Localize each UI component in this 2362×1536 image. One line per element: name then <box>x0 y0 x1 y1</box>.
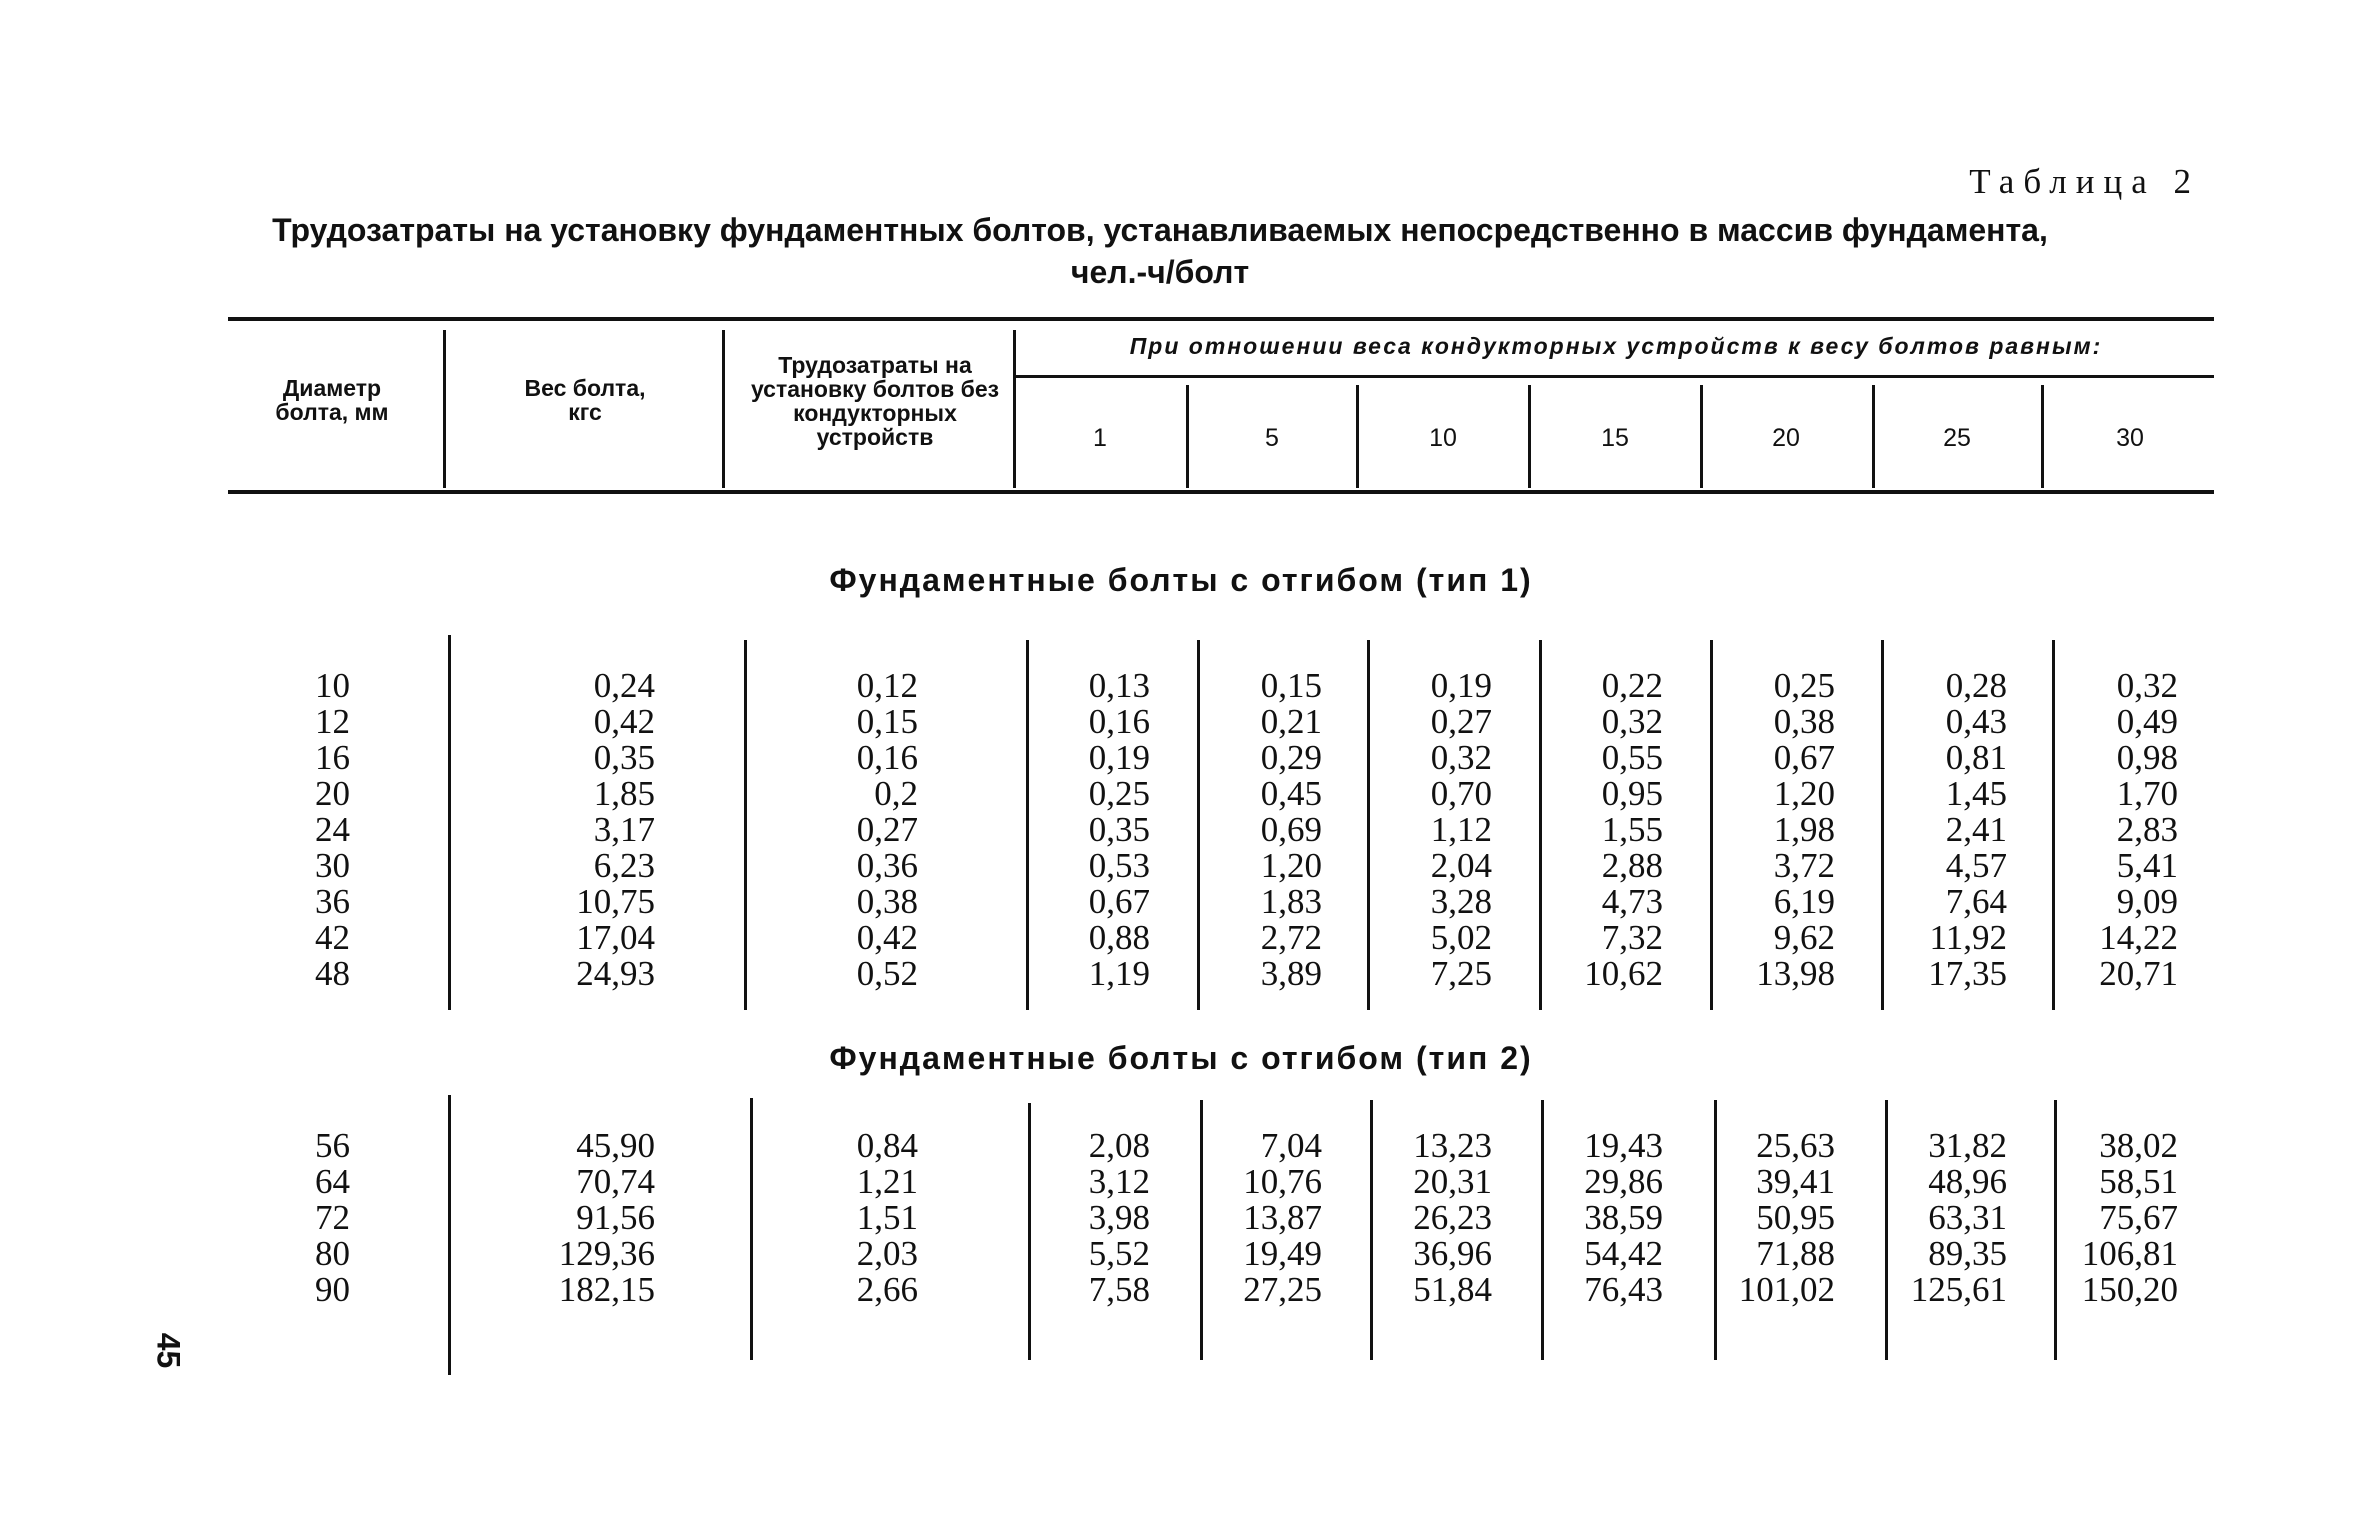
column-separator <box>744 640 747 1010</box>
cell-weight: 182,15 <box>558 1270 655 1309</box>
cell-ratio-30: 75,67 <box>2099 1198 2178 1237</box>
ratio-label: 1 <box>1093 424 1107 452</box>
cell-ratio-30: 58,51 <box>2099 1162 2178 1201</box>
cell-ratio-10: 51,84 <box>1413 1270 1492 1309</box>
cell-ratio-15: 38,59 <box>1584 1198 1663 1237</box>
cell-ratio-10: 1,12 <box>1430 810 1492 849</box>
section-title-type2: Фундаментные болты с отгибом (тип 2) <box>829 1040 1533 1076</box>
header-separator <box>722 330 725 488</box>
cell-labor-no-jig: 0,36 <box>856 846 918 885</box>
cell-labor-no-jig: 0,16 <box>856 738 918 777</box>
header-bottom-rule <box>228 490 2214 494</box>
column-separator <box>448 1095 451 1375</box>
ratio-label: 20 <box>1772 424 1800 452</box>
cell-ratio-15: 7,32 <box>1601 918 1663 957</box>
cell-ratio-30: 20,71 <box>2099 954 2178 993</box>
cell-ratio-10: 26,23 <box>1413 1198 1492 1237</box>
cell-diameter: 20 <box>315 774 350 813</box>
cell-ratio-30: 106,81 <box>2081 1234 2178 1273</box>
cell-ratio-10: 36,96 <box>1413 1234 1492 1273</box>
cell-ratio-30: 9,09 <box>2116 882 2178 921</box>
header-separator <box>1872 385 1875 488</box>
cell-ratio-15: 2,88 <box>1601 846 1663 885</box>
cell-ratio-1: 0,13 <box>1088 666 1150 705</box>
cell-ratio-30: 0,49 <box>2116 702 2178 741</box>
cell-ratio-1: 0,16 <box>1088 702 1150 741</box>
cell-ratio-5: 19,49 <box>1243 1234 1322 1273</box>
cell-diameter: 80 <box>315 1234 350 1273</box>
cell-ratio-20: 13,98 <box>1756 954 1835 993</box>
header-separator <box>1013 330 1016 488</box>
ratio-subheader-rule <box>1014 375 2214 378</box>
cell-labor-no-jig: 0,2 <box>874 774 918 813</box>
cell-ratio-5: 1,83 <box>1260 882 1322 921</box>
cell-diameter: 56 <box>315 1126 350 1165</box>
ratio-label: 30 <box>2116 424 2144 452</box>
cell-ratio-25: 7,64 <box>1945 882 2007 921</box>
cell-ratio-25: 0,28 <box>1945 666 2007 705</box>
cell-labor-no-jig: 0,12 <box>856 666 918 705</box>
cell-labor-no-jig: 2,66 <box>856 1270 918 1309</box>
cell-diameter: 90 <box>315 1270 350 1309</box>
cell-ratio-25: 31,82 <box>1928 1126 2007 1165</box>
cell-ratio-1: 1,19 <box>1088 954 1150 993</box>
cell-ratio-15: 1,55 <box>1601 810 1663 849</box>
table-caption: Трудозатраты на установку фундаментных болтов, устанавливаемых непосредственно в массив фундамента, <box>272 212 2048 248</box>
section-title-type1: Фундаментные болты с отгибом (тип 1) <box>829 562 1533 598</box>
cell-ratio-5: 27,25 <box>1243 1270 1322 1309</box>
cell-ratio-25: 2,41 <box>1945 810 2007 849</box>
cell-ratio-5: 0,29 <box>1260 738 1322 777</box>
header-ratio-title: При отношении веса кондукторных устройств к весу болтов равным: <box>1129 333 2103 359</box>
ratio-label: 25 <box>1943 424 1971 452</box>
cell-weight: 1,85 <box>593 774 655 813</box>
cell-ratio-20: 3,72 <box>1773 846 1835 885</box>
cell-diameter: 48 <box>315 954 350 993</box>
cell-diameter: 24 <box>315 810 350 849</box>
cell-ratio-25: 11,92 <box>1929 918 2007 957</box>
cell-ratio-25: 17,35 <box>1928 954 2007 993</box>
cell-ratio-25: 63,31 <box>1928 1198 2007 1237</box>
cell-weight: 0,42 <box>593 702 655 741</box>
cell-ratio-15: 0,55 <box>1601 738 1663 777</box>
cell-ratio-5: 0,21 <box>1260 702 1322 741</box>
cell-ratio-15: 19,43 <box>1584 1126 1663 1165</box>
cell-ratio-1: 3,12 <box>1088 1162 1150 1201</box>
cell-ratio-10: 13,23 <box>1413 1126 1492 1165</box>
cell-ratio-20: 101,02 <box>1738 1270 1835 1309</box>
cell-ratio-25: 48,96 <box>1928 1162 2007 1201</box>
cell-ratio-1: 0,35 <box>1088 810 1150 849</box>
cell-ratio-15: 0,95 <box>1601 774 1663 813</box>
cell-weight: 91,56 <box>576 1198 655 1237</box>
cell-ratio-1: 5,52 <box>1088 1234 1150 1273</box>
cell-ratio-10: 0,27 <box>1430 702 1492 741</box>
cell-ratio-25: 89,35 <box>1928 1234 2007 1273</box>
cell-ratio-1: 0,67 <box>1088 882 1150 921</box>
cell-ratio-1: 0,53 <box>1088 846 1150 885</box>
cell-ratio-1: 2,08 <box>1088 1126 1150 1165</box>
cell-ratio-15: 0,22 <box>1601 666 1663 705</box>
ratio-label: 15 <box>1601 424 1629 452</box>
cell-weight: 6,23 <box>593 846 655 885</box>
header-separator <box>1356 385 1359 488</box>
cell-labor-no-jig: 0,15 <box>856 702 918 741</box>
cell-ratio-30: 0,32 <box>2116 666 2178 705</box>
cell-ratio-10: 2,04 <box>1430 846 1492 885</box>
header-separator <box>1700 385 1703 488</box>
cell-labor-no-jig: 0,84 <box>856 1126 918 1165</box>
cell-weight: 24,93 <box>576 954 655 993</box>
header-top-rule <box>228 317 2214 321</box>
cell-ratio-25: 125,61 <box>1910 1270 2007 1309</box>
cell-ratio-15: 10,62 <box>1584 954 1663 993</box>
cell-weight: 70,74 <box>576 1162 655 1201</box>
cell-ratio-20: 1,98 <box>1773 810 1835 849</box>
cell-ratio-20: 39,41 <box>1756 1162 1835 1201</box>
cell-weight: 10,75 <box>576 882 655 921</box>
cell-ratio-10: 0,70 <box>1430 774 1492 813</box>
cell-diameter: 12 <box>315 702 350 741</box>
column-separator <box>448 635 451 1010</box>
cell-ratio-1: 3,98 <box>1088 1198 1150 1237</box>
cell-ratio-5: 10,76 <box>1243 1162 1322 1201</box>
cell-labor-no-jig: 0,38 <box>856 882 918 921</box>
cell-ratio-5: 13,87 <box>1243 1198 1322 1237</box>
cell-diameter: 36 <box>315 882 350 921</box>
header-separator <box>2041 385 2044 488</box>
cell-labor-no-jig: 0,52 <box>856 954 918 993</box>
cell-ratio-15: 76,43 <box>1584 1270 1663 1309</box>
page-number: 45 <box>150 1332 187 1369</box>
cell-ratio-25: 1,45 <box>1945 774 2007 813</box>
cell-diameter: 72 <box>315 1198 350 1237</box>
cell-weight: 45,90 <box>576 1126 655 1165</box>
header-weight: Вес болта, кгс <box>524 375 646 425</box>
ratio-label: 5 <box>1265 424 1279 452</box>
cell-ratio-25: 0,43 <box>1945 702 2007 741</box>
ratio-label: 10 <box>1429 424 1457 452</box>
header-diameter: Диаметр болта, мм <box>275 375 389 425</box>
cell-diameter: 30 <box>315 846 350 885</box>
cell-labor-no-jig: 0,42 <box>856 918 918 957</box>
cell-ratio-1: 0,19 <box>1088 738 1150 777</box>
cell-ratio-1: 7,58 <box>1088 1270 1150 1309</box>
cell-ratio-5: 0,15 <box>1260 666 1322 705</box>
table-caption-units: чел.-ч/болт <box>1070 254 1250 290</box>
table-number: Таблица 2 <box>1969 162 2200 201</box>
cell-ratio-20: 25,63 <box>1756 1126 1835 1165</box>
cell-ratio-30: 1,70 <box>2116 774 2178 813</box>
cell-ratio-20: 0,25 <box>1773 666 1835 705</box>
cell-weight: 0,35 <box>593 738 655 777</box>
cell-ratio-1: 0,25 <box>1088 774 1150 813</box>
cell-weight: 3,17 <box>593 810 655 849</box>
cell-ratio-1: 0,88 <box>1088 918 1150 957</box>
cell-ratio-10: 5,02 <box>1430 918 1492 957</box>
cell-ratio-20: 0,67 <box>1773 738 1835 777</box>
cell-weight: 129,36 <box>558 1234 655 1273</box>
cell-labor-no-jig: 0,27 <box>856 810 918 849</box>
column-separator <box>750 1098 753 1360</box>
cell-ratio-25: 0,81 <box>1945 738 2007 777</box>
header-separator <box>443 330 446 488</box>
cell-diameter: 16 <box>315 738 350 777</box>
cell-ratio-30: 5,41 <box>2116 846 2178 885</box>
cell-ratio-5: 7,04 <box>1260 1126 1322 1165</box>
cell-diameter: 42 <box>315 918 350 957</box>
cell-weight: 17,04 <box>576 918 655 957</box>
cell-ratio-25: 4,57 <box>1945 846 2007 885</box>
cell-ratio-30: 0,98 <box>2116 738 2178 777</box>
cell-ratio-10: 7,25 <box>1430 954 1492 993</box>
cell-ratio-20: 50,95 <box>1756 1198 1835 1237</box>
cell-ratio-5: 3,89 <box>1260 954 1322 993</box>
cell-ratio-10: 20,31 <box>1413 1162 1492 1201</box>
cell-ratio-5: 0,69 <box>1260 810 1322 849</box>
cell-diameter: 10 <box>315 666 350 705</box>
cell-ratio-10: 0,19 <box>1430 666 1492 705</box>
cell-ratio-20: 0,38 <box>1773 702 1835 741</box>
cell-ratio-30: 150,20 <box>2081 1270 2178 1309</box>
cell-weight: 0,24 <box>593 666 655 705</box>
cell-ratio-20: 71,88 <box>1756 1234 1835 1273</box>
cell-labor-no-jig: 1,21 <box>856 1162 918 1201</box>
cell-ratio-5: 2,72 <box>1260 918 1322 957</box>
cell-diameter: 64 <box>315 1162 350 1201</box>
cell-ratio-20: 9,62 <box>1773 918 1835 957</box>
cell-ratio-15: 0,32 <box>1601 702 1663 741</box>
cell-ratio-15: 29,86 <box>1584 1162 1663 1201</box>
cell-labor-no-jig: 2,03 <box>856 1234 918 1273</box>
cell-ratio-20: 1,20 <box>1773 774 1835 813</box>
cell-ratio-30: 38,02 <box>2099 1126 2178 1165</box>
cell-ratio-5: 0,45 <box>1260 774 1322 813</box>
cell-ratio-15: 4,73 <box>1601 882 1663 921</box>
header-separator <box>1528 385 1531 488</box>
cell-ratio-20: 6,19 <box>1773 882 1835 921</box>
header-separator <box>1186 385 1189 488</box>
cell-ratio-10: 0,32 <box>1430 738 1492 777</box>
header-labor-no-jig: Трудозатраты на установку болтов без кондукторных устройств <box>750 352 1000 450</box>
cell-labor-no-jig: 1,51 <box>856 1198 918 1237</box>
cell-ratio-30: 2,83 <box>2116 810 2178 849</box>
cell-ratio-15: 54,42 <box>1584 1234 1663 1273</box>
cell-ratio-30: 14,22 <box>2099 918 2178 957</box>
cell-ratio-5: 1,20 <box>1260 846 1322 885</box>
cell-ratio-10: 3,28 <box>1430 882 1492 921</box>
